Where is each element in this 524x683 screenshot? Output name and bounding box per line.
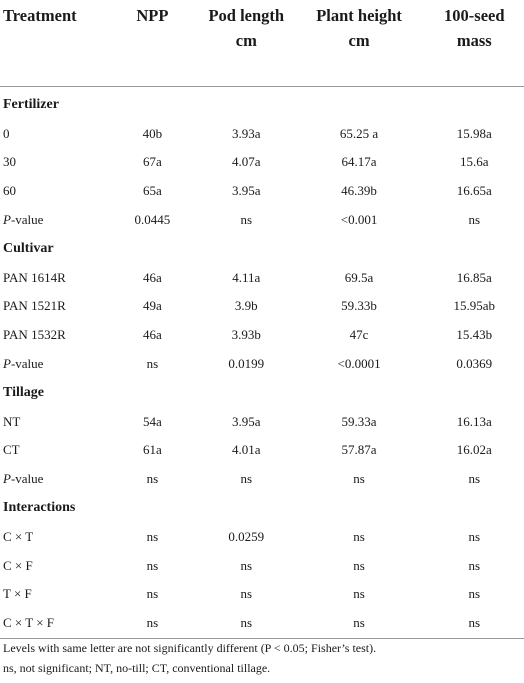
p-suffix: -value xyxy=(10,212,44,228)
p-suffix: -value xyxy=(10,356,44,372)
cell-seed-mass: 15.6a xyxy=(460,154,489,170)
header-plant-height-line1: Plant height xyxy=(316,6,402,25)
cell-plant-height: ns xyxy=(353,528,365,544)
header-seed-mass-line1: 100-seed xyxy=(444,6,505,25)
cell-plant-height: 57.87a xyxy=(341,442,377,458)
footnote-abbreviations: ns, not significant; NT, no-till; CT, conventional tillage. xyxy=(3,661,271,675)
table-row xyxy=(0,465,524,494)
cell-seed-mass: ns xyxy=(468,212,481,228)
cell-plant-height: 59.33a xyxy=(341,413,377,429)
header-treatment: Treatment xyxy=(0,0,106,86)
row-label: C × T × F xyxy=(0,609,106,639)
table-row xyxy=(0,292,524,321)
header-npp: NPP xyxy=(106,0,199,86)
cell-seed-mass: ns xyxy=(425,609,524,639)
cell-pod-length: 3.95a xyxy=(232,413,261,429)
cell-seed-mass: 15.43b xyxy=(456,327,493,343)
cell-pod-length: 4.07a xyxy=(232,154,261,170)
cell-pod-length: 3.93a xyxy=(232,125,261,141)
row-label: 0 xyxy=(3,125,10,141)
section-row xyxy=(0,494,524,523)
row-label: CT xyxy=(3,442,20,458)
row-label: NT xyxy=(3,413,21,429)
cell-plant-height: 59.33b xyxy=(341,298,377,314)
cell-pod-length: ns xyxy=(240,557,253,573)
cell-pod-length: ns xyxy=(199,609,293,639)
cell-npp: ns xyxy=(106,609,199,639)
table-row xyxy=(0,407,524,436)
row-label: PAN 1614R xyxy=(3,269,66,285)
cell-seed-mass: 16.02a xyxy=(456,442,492,458)
cell-seed-mass: 16.13a xyxy=(456,413,492,429)
cell-pod-length: ns xyxy=(240,471,253,487)
table-row xyxy=(0,148,524,177)
p-suffix: -value xyxy=(10,471,44,487)
section-label-cultivar: Cultivar xyxy=(3,240,54,256)
section-label-tillage: Tillage xyxy=(3,384,44,400)
section-row xyxy=(0,234,524,263)
section-label-fertilizer: Fertilizer xyxy=(3,96,59,112)
cell-pod-length: 4.11a xyxy=(232,269,261,285)
table-row xyxy=(0,551,524,580)
cell-plant-height: 65.25 a xyxy=(339,125,379,141)
header-pod-length xyxy=(199,0,293,86)
cell-plant-height: ns xyxy=(353,557,365,573)
row-label: C × T xyxy=(3,528,34,544)
section-row xyxy=(0,86,524,119)
cell-pod-length: 3.95a xyxy=(232,183,261,199)
cell-seed-mass: ns xyxy=(468,586,481,602)
cell-seed-mass: ns xyxy=(468,471,481,487)
cell-npp: 61a xyxy=(142,442,162,458)
table-row xyxy=(0,609,524,639)
header-row xyxy=(0,0,524,86)
table-row xyxy=(0,177,524,206)
cell-npp: ns xyxy=(146,557,159,573)
cell-npp: ns xyxy=(146,471,159,487)
cell-plant-height: 46.39b xyxy=(341,183,377,199)
cell-plant-height: 64.17a xyxy=(341,154,377,170)
row-label-p-value xyxy=(0,465,106,494)
cell-npp: ns xyxy=(146,528,159,544)
cell-npp: ns xyxy=(146,586,159,602)
cell-pod-length: ns xyxy=(240,212,253,228)
cell-seed-mass: 15.98a xyxy=(456,125,492,141)
cell-pod-length: ns xyxy=(240,586,253,602)
row-label-p-value xyxy=(0,350,106,379)
table-row xyxy=(0,119,524,148)
header-seed-mass xyxy=(425,0,524,86)
p-italic: P xyxy=(3,212,11,228)
row-label: 60 xyxy=(3,183,16,199)
table-row xyxy=(0,580,524,609)
cell-seed-mass: ns xyxy=(468,557,481,573)
table-row xyxy=(0,263,524,292)
cell-seed-mass: 16.65a xyxy=(456,183,492,199)
cell-plant-height: ns xyxy=(353,471,365,487)
table-row xyxy=(0,321,524,350)
header-seed-mass-line2: mass xyxy=(456,31,492,50)
cell-pod-length: 3.9b xyxy=(234,298,258,314)
cell-plant-height: ns xyxy=(353,586,365,602)
section-row xyxy=(0,378,524,407)
header-pod-length-line1: Pod length xyxy=(208,6,285,25)
header-pod-length-line2: cm xyxy=(235,31,257,50)
cell-plant-height: 47c xyxy=(349,327,369,343)
p-italic: P xyxy=(3,471,11,487)
cell-npp: 46a xyxy=(142,327,162,343)
row-label: PAN 1521R xyxy=(3,298,66,314)
cell-seed-mass: ns xyxy=(468,528,481,544)
cell-pod-length: 0.0259 xyxy=(228,528,265,544)
footnote-significance: Levels with same letter are not significantly different (P < 0.05; Fisher’s test). xyxy=(3,641,377,655)
table-row xyxy=(0,206,524,235)
row-label: T × F xyxy=(3,586,32,602)
row-label: PAN 1532R xyxy=(3,327,66,343)
cell-plant-height: ns xyxy=(294,609,425,639)
p-italic: P xyxy=(3,356,11,372)
cell-npp: 49a xyxy=(142,298,162,314)
row-label: C × F xyxy=(3,557,33,573)
header-plant-height-line2: cm xyxy=(348,31,370,50)
cell-npp: 54a xyxy=(142,413,162,429)
cell-npp: ns xyxy=(146,356,159,372)
table-row xyxy=(0,350,524,379)
table-row xyxy=(0,436,524,465)
table-row xyxy=(0,522,524,551)
header-plant-height xyxy=(294,0,425,86)
cell-seed-mass: 16.85a xyxy=(456,269,492,285)
cell-plant-height: <0.0001 xyxy=(337,356,381,372)
row-label-p-value xyxy=(0,206,106,235)
cell-npp: 46a xyxy=(142,269,162,285)
cell-plant-height: 69.5a xyxy=(344,269,374,285)
section-label-interactions: Interactions xyxy=(3,500,76,516)
cell-npp: 40b xyxy=(142,125,163,141)
cell-npp: 0.0445 xyxy=(134,212,171,228)
cell-seed-mass: 15.95ab xyxy=(453,298,496,314)
table-footnotes xyxy=(3,638,376,678)
cell-seed-mass: 0.0369 xyxy=(456,356,493,372)
cell-npp: 65a xyxy=(142,183,162,199)
cell-pod-length: 3.93b xyxy=(231,327,261,343)
row-label: 30 xyxy=(3,154,16,170)
cell-pod-length: 4.01a xyxy=(232,442,261,458)
cell-pod-length: 0.0199 xyxy=(228,356,265,372)
cell-npp: 67a xyxy=(142,154,162,170)
cell-plant-height: <0.001 xyxy=(340,212,378,228)
